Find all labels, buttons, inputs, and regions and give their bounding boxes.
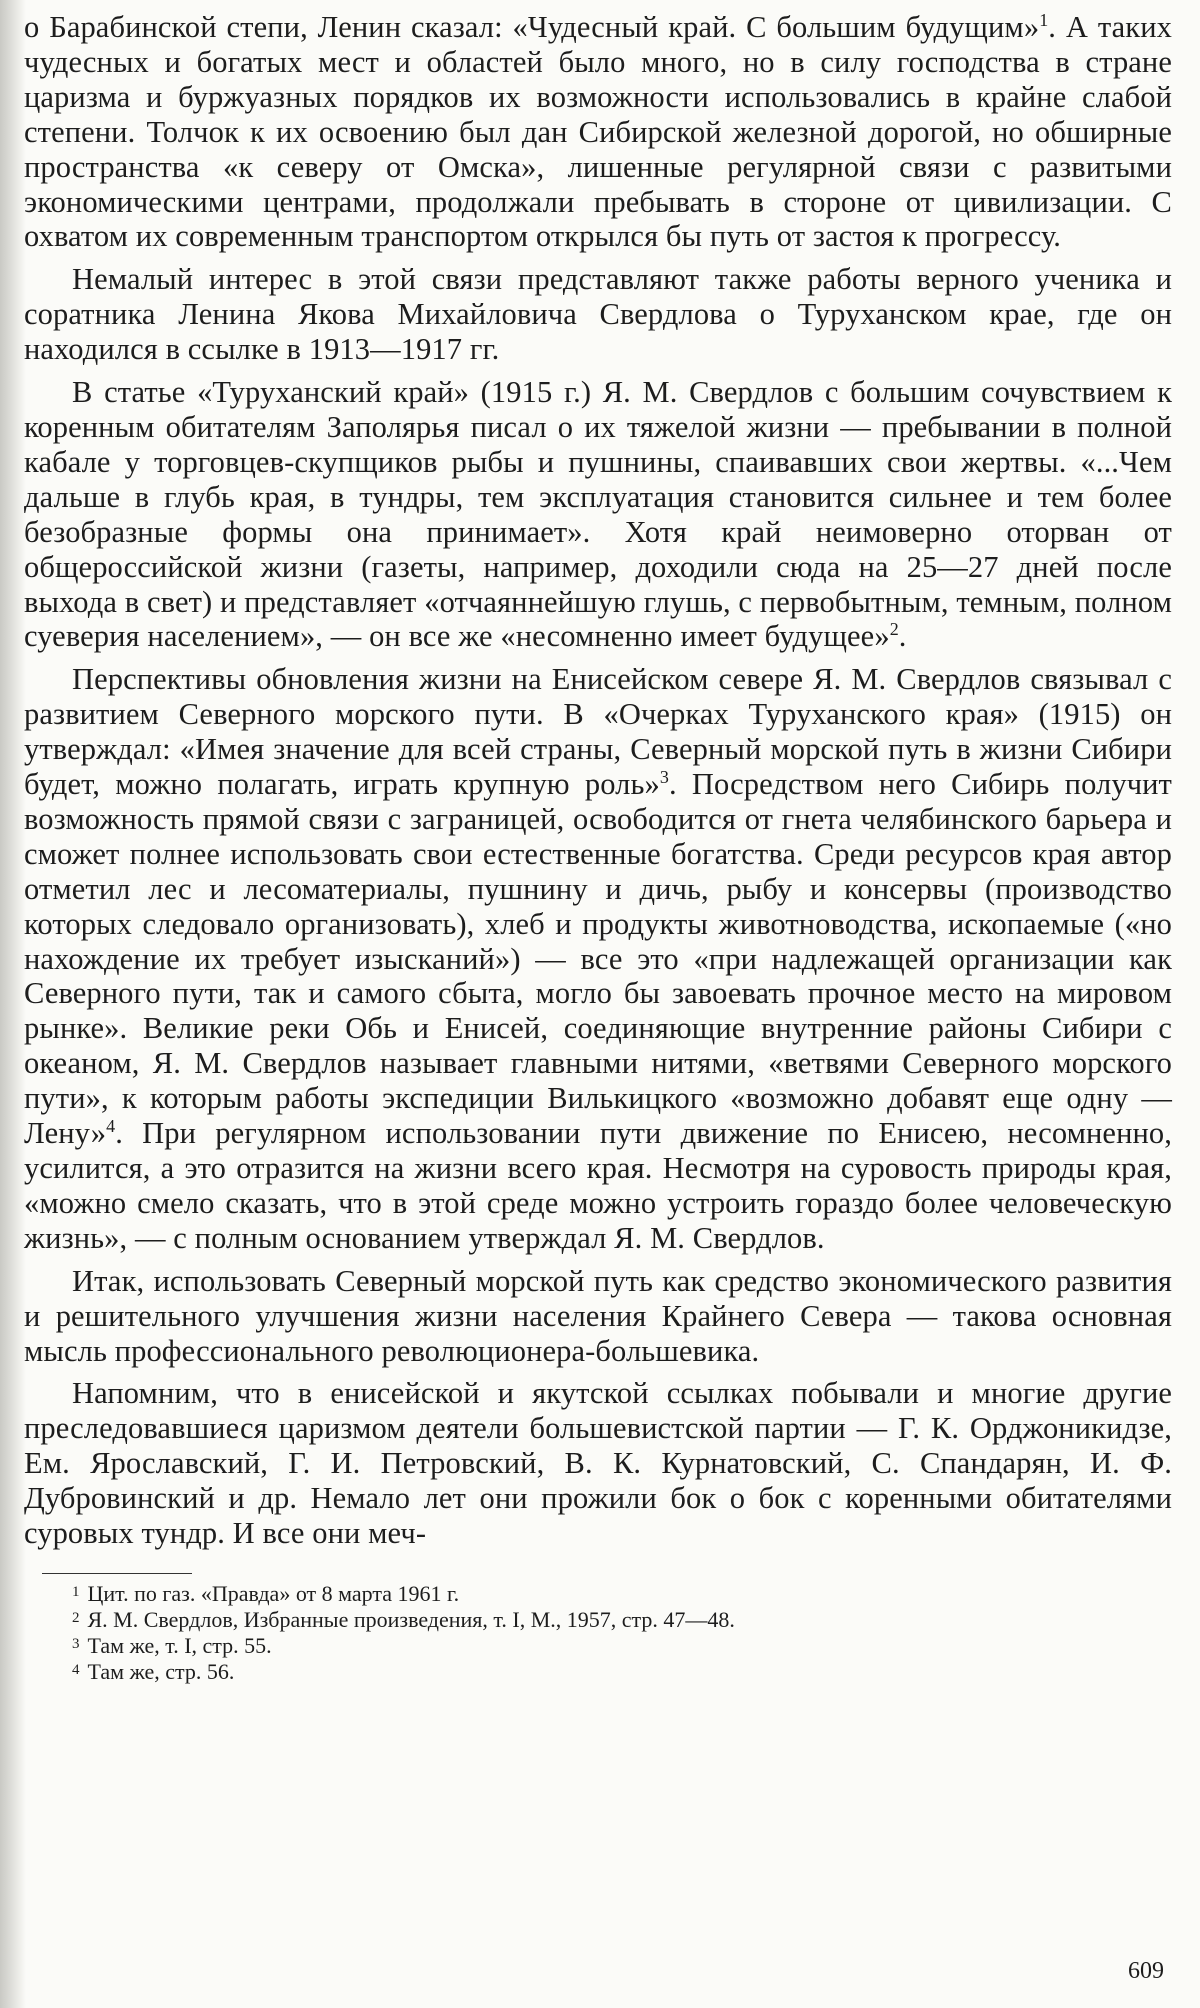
footnote-reference: 3 [659, 767, 669, 788]
footnote-reference: 4 [106, 1116, 116, 1137]
paragraph-text: . А таких чудесных и богатых мест и областей было много, но в силу господства в стране царизма и буржуазных порядков их возможности использовались в крайне слабой степени. Толчок к их освоению был дан Сибирской железной дорогой, но обширные пространства «к северу от Омска», лишенные регулярной связи с развитыми экономическими центрами, продолжали пребывать в стороне от цивилизации. С охватом их современным транспортом открылся бы путь от застоя к прогрессу. [24, 10, 1172, 254]
footnote-1 [72, 1580, 1172, 1606]
footnote-mark: 4 [72, 1661, 80, 1678]
body-paragraph [24, 10, 1172, 254]
footnote-2 [72, 1606, 1172, 1632]
footnote-4 [72, 1658, 1172, 1684]
paragraph-text: Перспективы обновления жизни на Енисейском севере Я. М. Свердлов связывал с развитием Северного морского пути. В «Очерках Туруханского края» (1915) он утверждал: «Имея значение для всей страны, Северный морской путь в жизни Сибири будет, можно полагать, играть крупную роль» [24, 662, 1172, 802]
paragraph-text: Напомним, что в енисейской и якутской ссылках побывали и многие другие преследовавшиеся царизмом деятели большевистской партии — Г. К. Орджоникидзе, Ем. Ярославский, Г. И. Петровский, В. К. Курнатовский, С. Спандарян, И. Ф. Дубровинский и др. Немало лет они прожили бок о бок с коренными обитателями суровых тундр. И все они меч- [24, 1376, 1172, 1551]
footnote-mark: 1 [72, 1583, 80, 1600]
footnote-divider [42, 1573, 192, 1574]
paragraph-text: . При регулярном использовании пути движение по Енисею, несомненно, усилится, а это отразится на жизни всего края. Несмотря на суровость природы края, «можно смело сказать, что в этой среде можно устроить гораздо более человеческую жизнь», — с полным основанием утверждал Я. М. Свердлов. [24, 1116, 1172, 1255]
paragraph-text: . Посредством него Сибирь получит возможность прямой связи с заграницей, освободится от гнета челябинского барьера и сможет полнее использовать свои естественные богатства. Среди ресурсов края автор отметил лес и лесоматериалы, пушнину и дичь, рыбу и консервы (производство которых следовало организовать), хлеб и продукты животноводства, ископаемые («но нахождение их требует изысканий») — все это «при надлежащей организации как Северного пути, так и самого сбыта, могло бы завоевать прочное место на мировом рынке». Великие реки Обь и Енисей, соединяющие внутренние районы Сибири с океаном, Я. М. Свердлов называет главными нитями, «ветвями Северного морского пути», к которым работы экспедиции Вилькицкого «возможно добавят еще одну — Лену» [24, 767, 1172, 1151]
footnote-reference: 2 [889, 619, 899, 640]
footnote-mark: 2 [72, 1609, 80, 1626]
body-paragraph [24, 1264, 1172, 1369]
footnotes [24, 1580, 1172, 1684]
body-paragraph [24, 662, 1172, 1255]
footnote-3 [72, 1632, 1172, 1658]
footnote-reference: 1 [1039, 10, 1049, 30]
footnote-text: Там же, стр. 56. [87, 1658, 235, 1684]
paragraph-text: Итак, использовать Северный морской путь как средство экономического развития и решительного улучшения жизни населения Крайнего Севера — такова основная мысль профессионального революционера-большевика. [24, 1263, 1172, 1368]
body-paragraph [24, 1376, 1172, 1551]
paragraph-text: В статье «Туруханский край» (1915 г.) Я. М. Свердлов с большим сочувствием к коренным обитателям Заполярья писал о их тяжелой жизни — пребывании в полной кабале у торговцев-скупщиков рыбы и пушнины, спаивавших свои жертвы. «...Чем дальше в глубь края, в тундры, тем эксплуатация становится сильнее и тем более безобразные формы она принимает». Хотя край неимоверно оторван от общероссийской жизни (газеты, например, доходили сюда на 25—27 дней после выхода в свет) и представляет «отчаяннейшую глушь, с первобытным, темным, полном суеверия населением», — он все же «несомненно имеет будущее» [24, 375, 1172, 654]
footnote-text: Цит. по газ. «Правда» от 8 марта 1961 г. [87, 1580, 460, 1606]
body-paragraph [24, 375, 1172, 654]
paragraph-text: о Барабинской степи, Ленин сказал: «Чудесный край. С большим будущим» [24, 10, 1040, 44]
binding-shadow [0, 0, 26, 2008]
page [24, 10, 1172, 1684]
paragraph-text: Немалый интерес в этой связи представляют также работы верного ученика и соратника Ленина Якова Михайловича Свердлова о Туруханском крае, где он находился в ссылке в 1913—1917 гг. [24, 262, 1172, 367]
page-number: 609 [1128, 1958, 1164, 1984]
body-paragraph [24, 262, 1172, 367]
paragraph-text: . [898, 619, 907, 654]
footnote-text: Там же, т. I, стр. 55. [87, 1632, 272, 1658]
footnote-text: Я. М. Свердлов, Избранные произведения, т. I, М., 1957, стр. 47—48. [87, 1606, 735, 1632]
body-text [24, 10, 1172, 1551]
footnote-mark: 3 [72, 1635, 80, 1652]
